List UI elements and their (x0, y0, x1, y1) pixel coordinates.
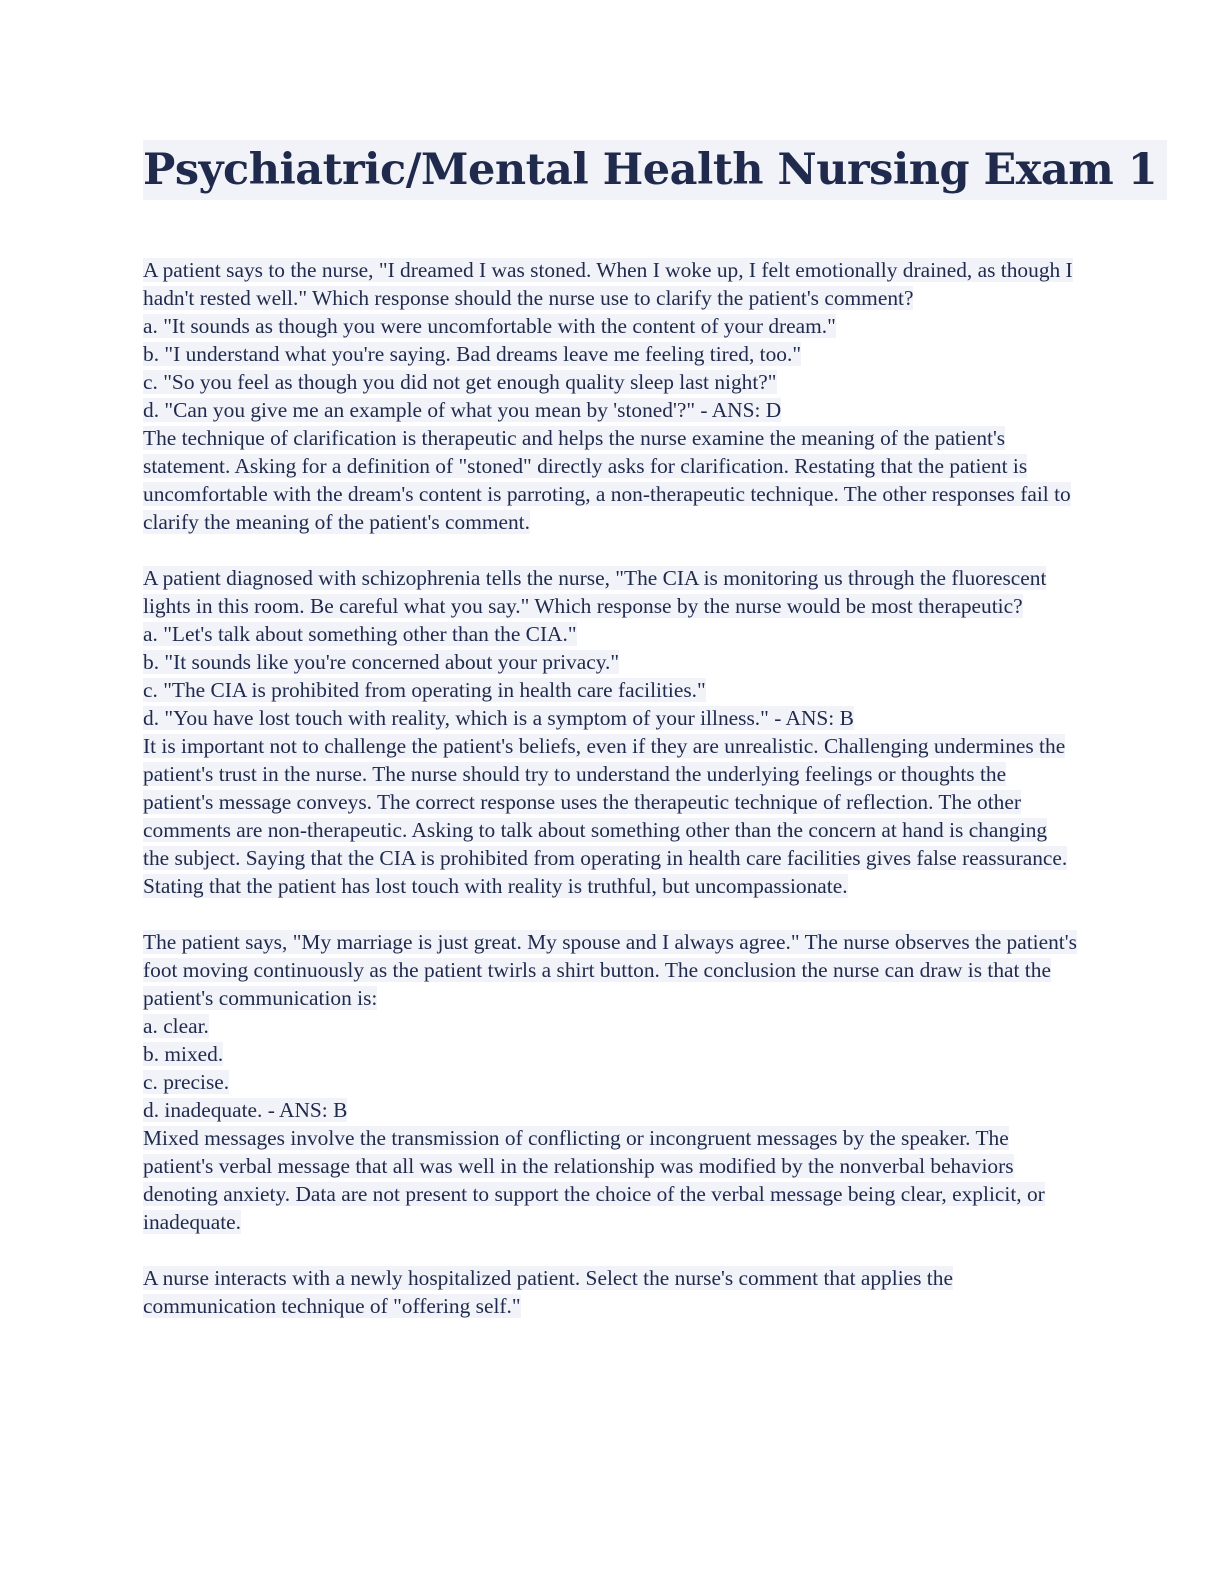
answer-option: b. "It sounds like you're concerned about your privacy." (143, 650, 620, 674)
answer-option: c. "So you feel as though you did not get enough quality sleep last night?" (143, 370, 777, 394)
document-page (143, 140, 1158, 1320)
rationale: It is important not to challenge the patient's beliefs, even if they are unrealistic. Challenging undermines the patient's trust in the nurse. The nurse should try to understand the underlying feelings or thoughts the patient's message conveys. The correct response uses the therapeutic technique of reflection. The other comments are non-therapeutic. Asking to talk about something other than the concern at hand is changing the subject. Saying that the CIA is prohibited from operating in health care facilities gives false reassurance. Stating that the patient has lost touch with reality is truthful, but uncompassionate. (143, 734, 1068, 898)
answer-option: d. "Can you give me an example of what you mean by 'stoned'?" - ANS: D (143, 398, 782, 422)
answer-option: b. "I understand what you're saying. Bad dreams leave me feeling tired, too." (143, 342, 802, 366)
answer-option: a. clear. (143, 1014, 209, 1038)
question-stem: The patient says, "My marriage is just great. My spouse and I always agree." The nurse observes the patient's foot moving continuously as the patient twirls a shirt button. The conclusion the nurse can draw is that the patient's communication is: (143, 930, 1077, 1010)
question-stem: A nurse interacts with a newly hospitalized patient. Select the nurse's comment that applies the communication technique of "offering self." (143, 1266, 953, 1318)
page-title: Psychiatric/Mental Health Nursing Exam 1 (143, 140, 1167, 200)
answer-option: c. "The CIA is prohibited from operating in health care facilities." (143, 678, 706, 702)
answer-option: a. "Let's talk about something other than the CIA." (143, 622, 577, 646)
question-item (143, 256, 1078, 536)
rationale: The technique of clarification is therapeutic and helps the nurse examine the meaning of the patient's statement. Asking for a definition of "stoned" directly asks for clarification. Restating that the patient is uncomfortable with the dream's content is parroting, a non-therapeutic technique. The other responses fail to clarify the meaning of the patient's comment. (143, 426, 1071, 534)
answer-option: c. precise. (143, 1070, 230, 1094)
question-item (143, 564, 1078, 900)
answer-option: a. "It sounds as though you were uncomfortable with the content of your dream." (143, 314, 836, 338)
question-stem: A patient says to the nurse, "I dreamed I was stoned. When I woke up, I felt emotionally drained, as though I hadn't rested well." Which response should the nurse use to clarify the patient's comment? (143, 258, 1073, 310)
answer-option: b. mixed. (143, 1042, 224, 1066)
rationale: Mixed messages involve the transmission of conflicting or incongruent messages by the speaker. The patient's verbal message that all was well in the relationship was modified by the nonverbal behaviors denoting anxiety. Data are not present to support the choice of the verbal message being clear, explicit, or inadequate. (143, 1126, 1045, 1234)
question-list (143, 256, 1078, 1320)
question-item (143, 1264, 1078, 1320)
answer-option: d. "You have lost touch with reality, which is a symptom of your illness." - ANS: B (143, 706, 854, 730)
answer-option: d. inadequate. - ANS: B (143, 1098, 348, 1122)
question-item (143, 928, 1078, 1236)
question-stem: A patient diagnosed with schizophrenia tells the nurse, "The CIA is monitoring us through the fluorescent lights in this room. Be careful what you say." Which response by the nurse would be most therapeutic? (143, 566, 1047, 618)
